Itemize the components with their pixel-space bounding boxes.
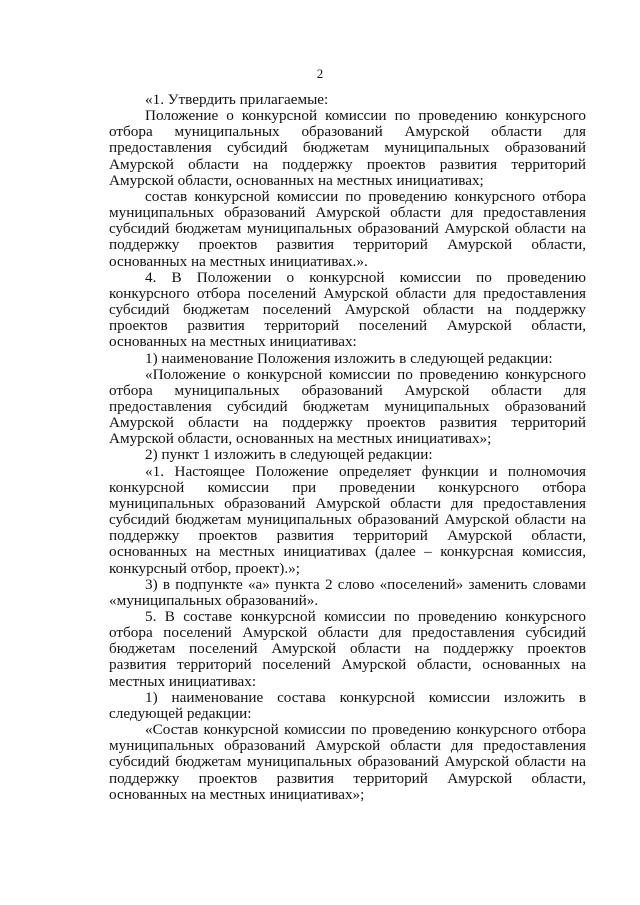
paragraph-clause-5: 5. В составе конкурсной комиссии по проведению конкурсного отбора поселений Амурской области для предоставления субсидий бюджетам поселений Амурской области на поддержку проектов развития территорий поселений Амурской области, основанных на местных инициативах: <box>109 608 586 690</box>
paragraph-clause-4: 4. В Положении о конкурсной комиссии по проведению конкурсного отбора поселений Амурской области для предоставления субсидий бюджетам поселений Амурской области на поддержку проектов развития территорий поселений Амурской области, основанных на местных инициативах: <box>109 268 586 351</box>
document-body <box>109 92 586 803</box>
paragraph-clause-4-sub-2-text: «1. Настоящее Положение определяет функции и полномочия конкурсной комиссии при проведении конкурсного отбора муниципальных образований Амурской области для предоставления субсидий бюджетам муниципальных образований Амурской области на поддержку проектов развития территорий Амурской области, основанных на местных инициативах (далее – конкурсная комиссия, конкурсный отбор, проект).»; <box>109 462 586 577</box>
paragraph-regulation-item: Положение о конкурсной комиссии по проведению конкурсного отбора муниципальных образований Амурской области для предоставления субсидий бюджетам муниципальных образований Амурской области на поддержку проектов развития территорий Амурской области, основанных на местных инициативах; <box>109 107 586 189</box>
paragraph-clause-4-sub-1-text: «Положение о конкурсной комиссии по проведению конкурсного отбора муниципальных образований Амурской области для предоставления субсидий бюджетам муниципальных образований Амурской области на поддержку проектов развития территорий Амурской области, основанных на местных инициативах»; <box>109 365 586 448</box>
paragraph-clause-4-sub-3: 3) в подпункте «а» пункта 2 слово «поселений» заменить словами «муниципальных образований». <box>109 575 586 609</box>
paragraph-clause-5-sub-1: 1) наименование состава конкурсной комиссии изложить в следующей редакции: <box>109 688 586 722</box>
paragraph-clause-4-sub-2: 2) пункт 1 изложить в следующей редакции: <box>145 446 433 464</box>
paragraph-approve-intro: «1. Утвердить прилагаемые: <box>145 91 329 108</box>
paragraph-clause-4-sub-1: 1) наименование Положения изложить в следующей редакции: <box>145 349 553 367</box>
paragraph-clause-5-sub-1-text: «Состав конкурсной комиссии по проведению конкурсного отбора муниципальных образований Амурской области для предоставления субсидий бюджетам муниципальных образований Амурской области на поддержку проектов развития территорий Амурской области, основанных на местных инициативах»; <box>109 721 586 803</box>
page-number: 2 <box>316 66 324 81</box>
paragraph-composition-item: состав конкурсной комиссии по проведению конкурсного отбора муниципальных образований Амурской области для предоставления субсидий бюджетам муниципальных образований Амурской области на поддержку проектов развития территорий Амурской области, основанных на местных инициативах.». <box>109 187 586 270</box>
